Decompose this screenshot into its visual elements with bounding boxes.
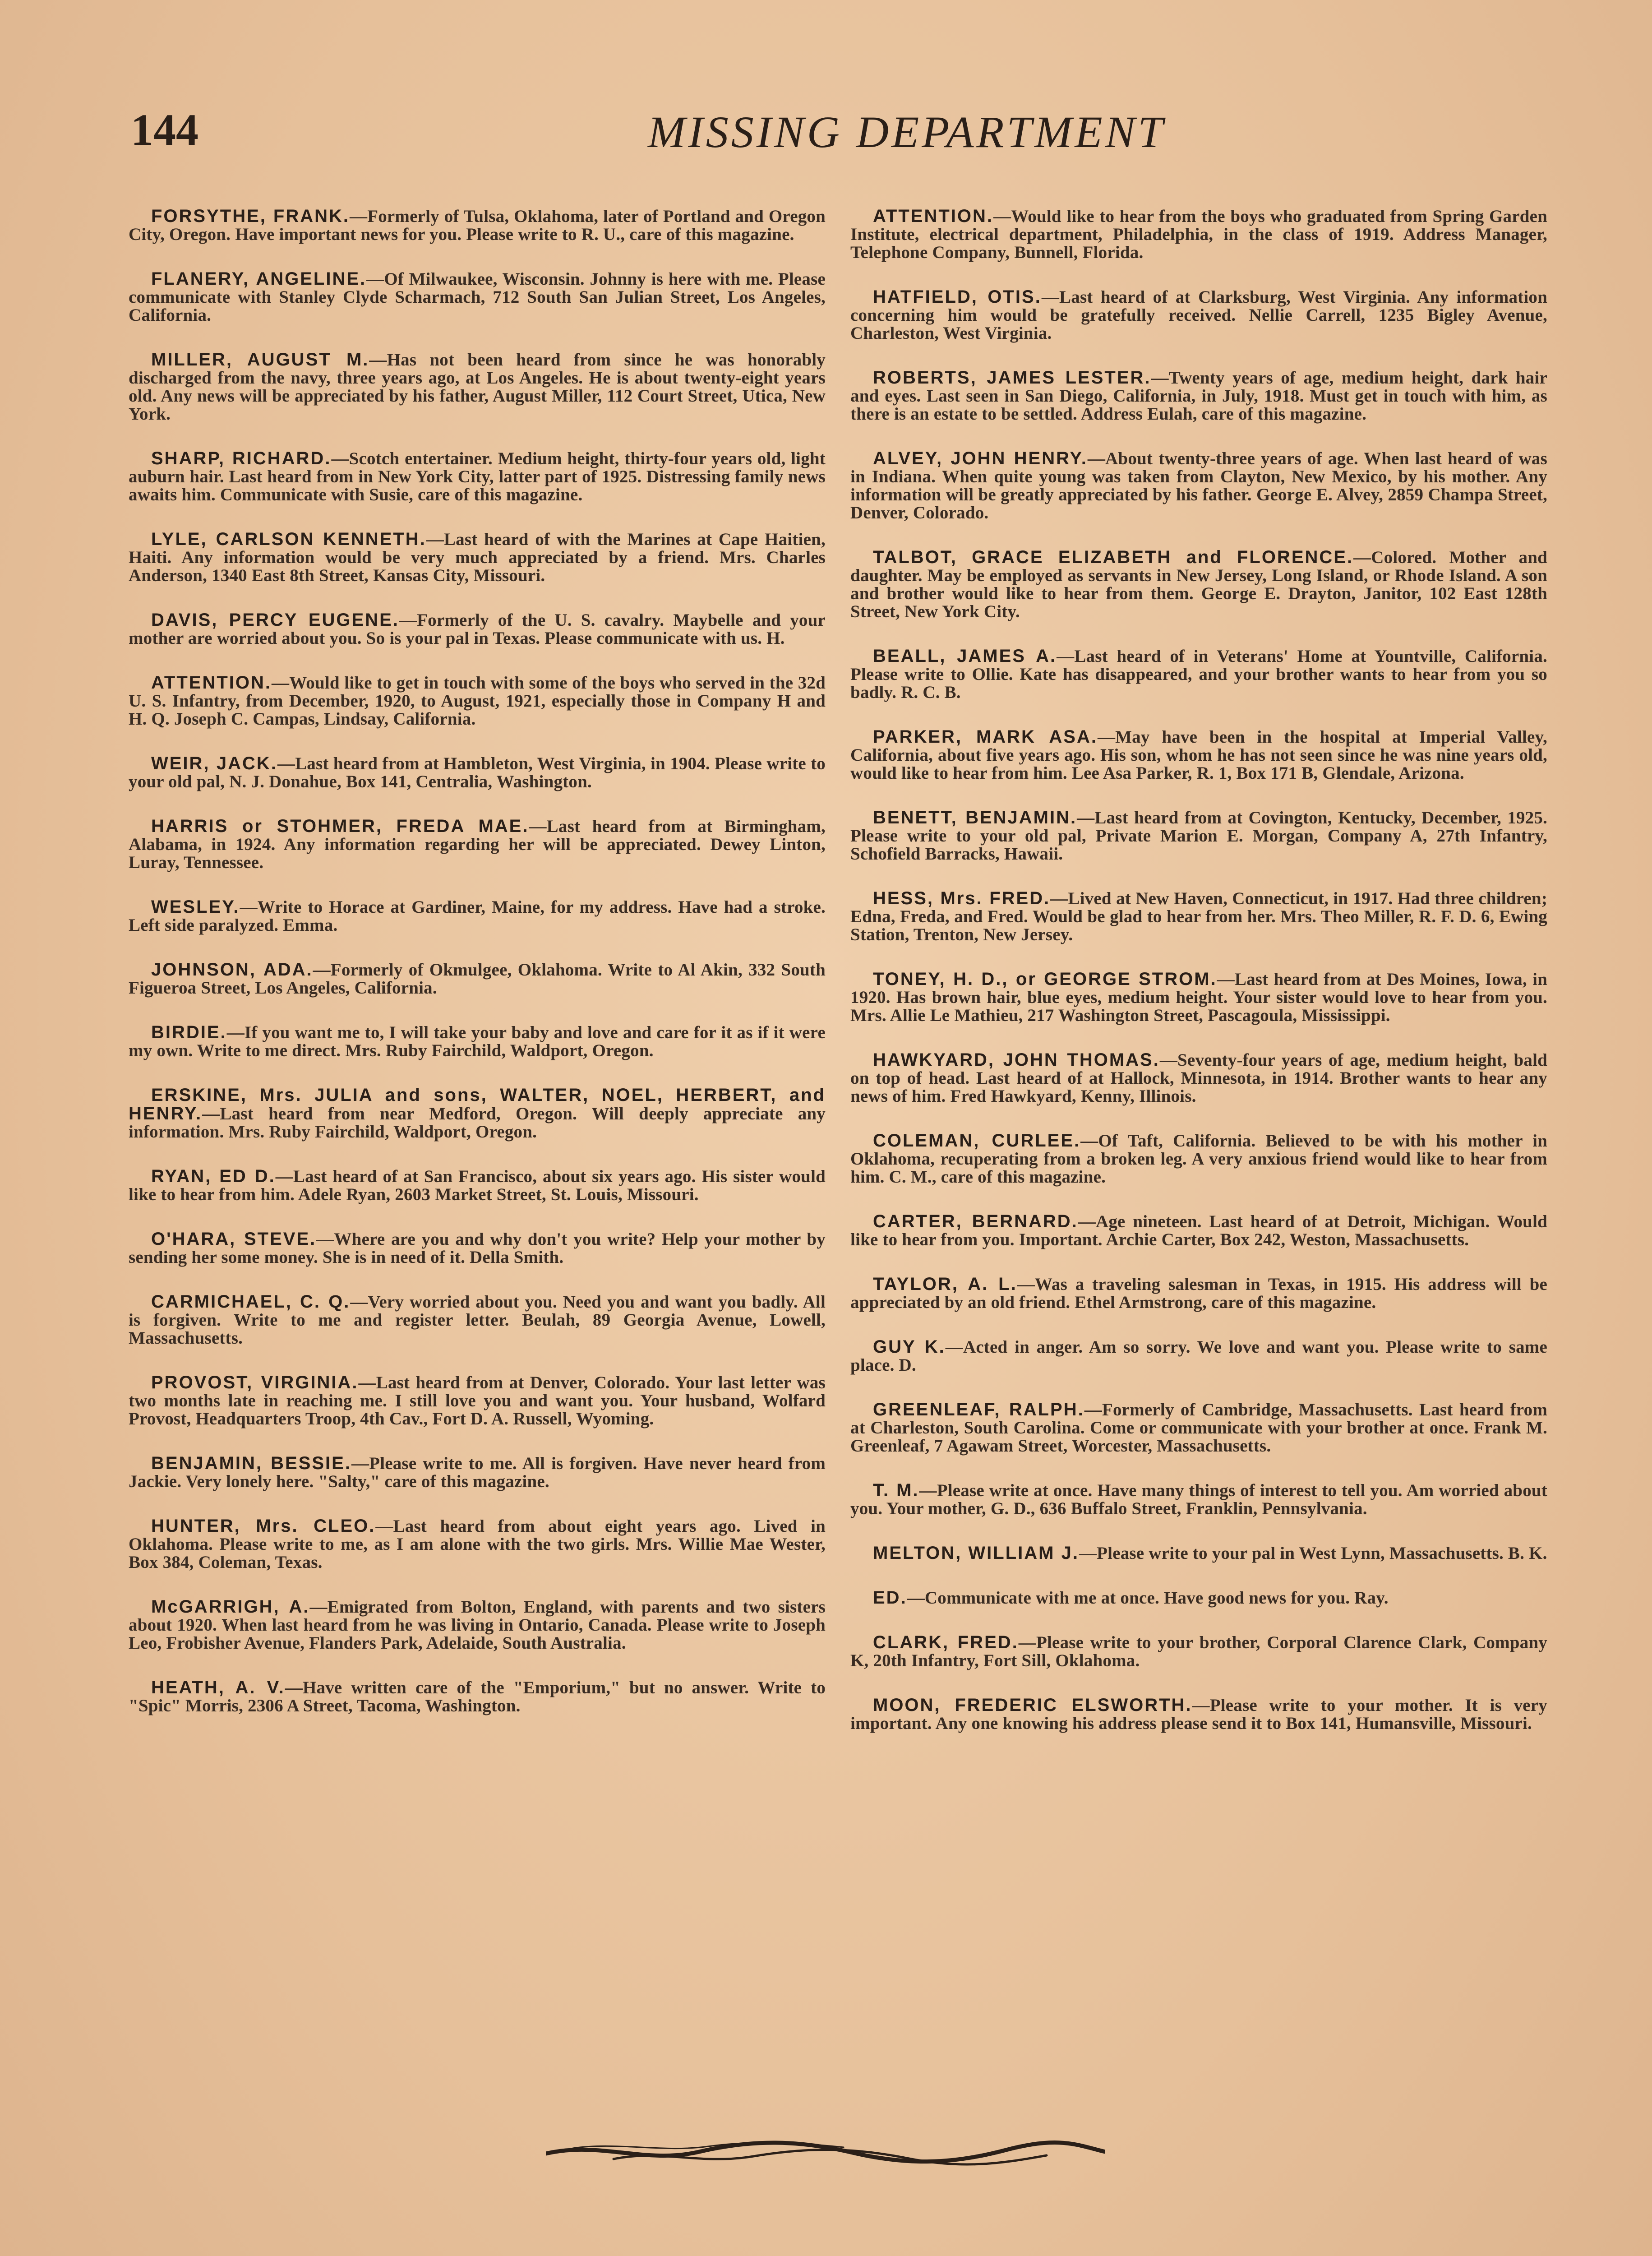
notice-name: CARTER, BERNARD.: [873, 1211, 1078, 1231]
left-column: [129, 190, 826, 1741]
notice-entry: [129, 1293, 826, 1347]
notice-entry: [850, 889, 1547, 944]
running-title: MISSING DEPARTMENT: [648, 107, 1166, 157]
notice-text: —Please write to me. All is forgiven. Have never heard from Jackie. Very lonely here. "Salty," care of this magazine.: [129, 1454, 826, 1491]
notice-text: —Formerly of the U. S. cavalry. Maybelle and your mother are worried about you. So is your pal in Texas. Please communicate with us. H.: [129, 610, 826, 648]
notice-text: —Of Milwaukee, Wisconsin. Johnny is here with me. Please communicate with Stanley Clyde Scharmach, 712 South San Julian Street, Los Angeles, California.: [129, 269, 826, 325]
notice-text: —Last heard from at Des Moines, Iowa, in 1920. Has brown hair, blue eyes, medium height. Your sister would love to hear from you. Mrs. Allie Le Mathieu, 217 Washington Street, Pascagoula, Mississippi.: [850, 970, 1548, 1025]
notice-text: —Was a traveling salesman in Texas, in 1915. His address will be appreciated by an old friend. Ethel Armstrong, care of this magazine.: [850, 1275, 1548, 1312]
notice-text: —May have been in the hospital at Imperial Valley, California, about five years ago. His son, whom he has not seen since he was nine years old, would like to hear from him. Lee Asa Parker, R. 1, Box 171 B, Glendale, Arizona.: [850, 727, 1547, 783]
notice-entry: [850, 1275, 1547, 1312]
notice-text: —Last heard from about eight years ago. Lived in Oklahoma. Please write to me, as I am alone with the two girls. Mrs. Willie Mae Wester, Box 384, Coleman, Texas.: [129, 1516, 826, 1572]
notice-entry: [850, 1212, 1547, 1249]
notice-text: —Formerly of Tulsa, Oklahoma, later of Portland and Oregon City, Oregon. Have important news for you. Please write to R. U., care of this magazine.: [129, 207, 826, 244]
notice-text: —Twenty years of age, medium height, dark hair and eyes. Last seen in San Diego, California, in July, 1918. Must get in touch with him, as there is an estate to be settled. Address Eulah, care of this magazine.: [850, 368, 1548, 424]
notice-text: —If you want me to, I will take your baby and love and care for it as if it were my own. Write to me direct. Mrs. Ruby Fairchild, Waldport, Oregon.: [129, 1023, 826, 1060]
notice-text: —Write to Horace at Gardiner, Maine, for my address. Have had a stroke. Left side paralyzed. Emma.: [129, 897, 826, 935]
notice-entry: [129, 1023, 826, 1060]
notice-name: GUY K.: [873, 1337, 946, 1357]
notice-name: BENETT, BENJAMIN.: [873, 808, 1077, 828]
notice-entry: [850, 809, 1547, 863]
notice-entry: [129, 1598, 826, 1652]
notice-entry: [850, 449, 1547, 522]
notice-entry: [129, 611, 826, 647]
notice-name: HATFIELD, OTIS.: [873, 287, 1042, 307]
notice-name: MOON, FREDERIC ELSWORTH.: [873, 1695, 1192, 1715]
notice-name: T. M.: [873, 1480, 919, 1500]
notice-name: PROVOST, VIRGINIA.: [151, 1373, 359, 1392]
notice-name: ROBERTS, JAMES LESTER.: [873, 368, 1151, 388]
notice-entry: [850, 1051, 1547, 1105]
notice-name: LYLE, CARLSON KENNETH.: [151, 529, 426, 549]
notice-entry: [850, 1481, 1547, 1518]
notice-entry: [850, 1132, 1547, 1186]
notice-text: —Please write to your pal in West Lynn, Massachusetts. B. K.: [1079, 1544, 1547, 1563]
notice-name: BENJAMIN, BESSIE.: [151, 1453, 351, 1473]
notice-name: DAVIS, PERCY EUGENE.: [151, 610, 399, 630]
notice-name: BIRDIE.: [151, 1022, 227, 1042]
notice-name: ALVEY, JOHN HENRY.: [873, 448, 1088, 468]
notice-text: —Last heard of at Clarksburg, West Virginia. Any information concerning him would be gratefully received. Nellie Carrell, 1235 Bigley Avenue, Charleston, West Virginia.: [850, 287, 1547, 343]
notice-entry: [129, 961, 826, 997]
notice-name: FORSYTHE, FRANK.: [151, 206, 350, 226]
notice-text: —Formerly of Cambridge, Massachusetts. Last heard from at Charleston, South Carolina. Come or communicate with your brother at once. Frank M. Greenleaf, 7 Agawam Street, Worcester, Massachusetts.: [850, 1400, 1548, 1456]
notice-entry: [129, 674, 826, 728]
notice-entry: [129, 754, 826, 791]
notice-name: WEIR, JACK.: [151, 754, 277, 773]
notice-name: TALBOT, GRACE ELIZABETH and FLORENCE.: [873, 547, 1354, 567]
notice-entry: [850, 1633, 1547, 1670]
notice-entry: [850, 1696, 1547, 1733]
notice-entry: [850, 728, 1547, 782]
notice-text: —Last heard from near Medford, Oregon. Will deeply appreciate any information. Mrs. Ruby Fairchild, Waldport, Oregon.: [129, 1104, 826, 1142]
notice-text: —Colored. Mother and daughter. May be employed as servants in New Jersey, Long Island, or Rhode Island. A son and brother would like to hear from them. George E. Drayton, Janitor, 102 East 128th Street, New York City.: [850, 548, 1547, 621]
notice-name: O'HARA, STEVE.: [151, 1229, 317, 1249]
notice-text: —Would like to get in touch with some of the boys who served in the 32d U. S. Infantry, from December, 1920, to August, 1921, especially those in Company H and H. Q. Joseph C. Campas, Lindsay, California.: [129, 673, 826, 729]
notice-name: HAWKYARD, JOHN THOMAS.: [873, 1050, 1160, 1070]
notice-text: —Please write at once. Have many things of interest to tell you. Am worried about you. Your mother, G. D., 636 Buffalo Street, Franklin, Pennsylvania.: [850, 1481, 1547, 1518]
notice-entry: [129, 1373, 826, 1428]
notice-entry: [850, 1338, 1547, 1374]
notice-name: HARRIS or STOHMER, FREDA MAE.: [151, 816, 529, 836]
notice-name: ATTENTION.: [151, 673, 272, 693]
notice-name: JOHNSON, ADA.: [151, 960, 313, 980]
notice-text: —Very worried about you. Need you and want you badly. All is forgiven. Write to me and register letter. Beulah, 89 Georgia Avenue, Lowell, Massachusetts.: [129, 1292, 826, 1348]
notice-name: HESS, Mrs. FRED.: [873, 888, 1051, 908]
notice-text: —Last heard from at Denver, Colorado. Your last letter was two months late in reaching me. I still love you and want you. Your husband, Wolfard Provost, Headquarters Troop, 4th Cav., Fort D. A. Russell, Wyoming.: [129, 1373, 826, 1428]
notice-entry: [129, 530, 826, 585]
notice-name: McGARRIGH, A.: [151, 1597, 310, 1617]
notice-name: ED.: [873, 1588, 907, 1608]
notice-text: —Scotch entertainer. Medium height, thirty-four years old, light auburn hair. Last heard from in New York City, latter part of 1925. Distressing family news awaits him. Communicate with Susie, care of this magazine.: [129, 449, 826, 504]
notice-name: TONEY, H. D., or GEORGE STROM.: [873, 969, 1217, 989]
notice-name: CLARK, FRED.: [873, 1632, 1019, 1652]
notice-text: —Last heard from at Hambleton, West Virginia, in 1904. Please write to your old pal, N. J. Donahue, Box 141, Centralia, Washington.: [129, 754, 826, 791]
notice-text: —Please write to your brother, Corporal Clarence Clark, Company K, 20th Infantry, Fort Sill, Oklahoma.: [850, 1633, 1547, 1670]
notice-name: PARKER, MARK ASA.: [873, 727, 1098, 747]
notice-name: COLEMAN, CURLEE.: [873, 1131, 1081, 1151]
notice-entry: [850, 207, 1547, 262]
notice-text: —Seventy-four years of age, medium height, bald on top of head. Last heard of at Hallock, Minnesota, in 1914. Brother wants to hear any news of him. Fred Hawkyard, Kenny, Illinois.: [850, 1050, 1547, 1106]
notice-text: —Would like to hear from the boys who graduated from Spring Garden Institute, electrical department, Philadelphia, in the class of 1919. Address Manager, Telephone Company, Bunnell, Florida.: [850, 207, 1547, 262]
page-number: 144: [131, 105, 198, 155]
notice-entry: [129, 1517, 826, 1572]
notice-entry: [850, 369, 1547, 423]
notice-entry: [129, 817, 826, 872]
notice-name: BEALL, JAMES A.: [873, 646, 1057, 666]
notice-text: —Last heard of with the Marines at Cape Haitien, Haiti. Any information would be very much appreciated by a friend. Mrs. Charles Anderson, 1340 East 8th Street, Kansas City, Missouri.: [129, 530, 826, 585]
notice-entry: [850, 1589, 1547, 1607]
notice-name: RYAN, ED D.: [151, 1166, 276, 1186]
notice-name: HUNTER, Mrs. CLEO.: [151, 1516, 376, 1536]
notice-name: TAYLOR, A. L.: [873, 1274, 1017, 1294]
notice-text: —Of Taft, California. Believed to be with his mother in Oklahoma, recuperating from a broken leg. A very anxious friend would like to hear from him. C. M., care of this magazine.: [850, 1131, 1548, 1187]
notice-entry: [129, 351, 826, 423]
notice-text: —Please write to your mother. It is very important. Any one knowing his address please send it to Box 141, Humansville, Missouri.: [850, 1696, 1547, 1733]
notice-name: WESLEY.: [151, 897, 240, 917]
notice-name: CARMICHAEL, C. Q.: [151, 1292, 351, 1312]
notice-entry: [129, 207, 826, 244]
notice-text: —Last heard of in Veterans' Home at Yountville, California. Please write to Ollie. Kate has disappeared, and your brother wants to hear from you so badly. R. C. B.: [850, 647, 1547, 702]
notice-text: —Has not been heard from since he was honorably discharged from the navy, three years ago, at Los Angeles. He is about twenty-eight years old. Any news will be appreciated by his father, August Miller, 112 Court Street, Utica, New York.: [129, 350, 826, 424]
notice-name: GREENLEAF, RALPH.: [873, 1400, 1084, 1419]
notice-entry: [129, 898, 826, 934]
notice-text: —Lived at New Haven, Connecticut, in 1917. Had three children; Edna, Freda, and Fred. Would be glad to hear from her. Mrs. Theo Miller, R. F. D. 6, Ewing Station, Trenton, New Jersey.: [850, 889, 1548, 944]
notice-text: —Last heard from at Covington, Kentucky, December, 1925. Please write to your old pal, Private Marion E. Morgan, Company A, 27th Infantry, Schofield Barracks, Hawaii.: [850, 808, 1547, 864]
notice-text: —Last heard from at Birmingham, Alabama, in 1924. Any information regarding her will be appreciated. Dewey Linton, Luray, Tennessee.: [129, 817, 826, 872]
notice-entry: [129, 1678, 826, 1715]
notice-text: —Have written care of the "Emporium," but no answer. Write to "Spic" Morris, 2306 A Street, Tacoma, Washington.: [129, 1678, 826, 1715]
notice-entry: [850, 647, 1547, 702]
notice-entry: [129, 270, 826, 324]
notice-name: ATTENTION.: [873, 206, 994, 226]
right-column: [850, 190, 1547, 1759]
notice-text: —Communicate with me at once. Have good news for you. Ray.: [907, 1588, 1389, 1608]
notice-entry: [850, 970, 1547, 1025]
notice-name: SHARP, RICHARD.: [151, 448, 332, 468]
notice-name: MILLER, AUGUST M.: [151, 350, 369, 370]
notice-entry: [850, 288, 1547, 342]
notice-text: —Acted in anger. Am so sorry. We love and want you. Please write to same place. D.: [850, 1337, 1547, 1375]
notice-entry: [129, 1230, 826, 1267]
notice-name: ERSKINE, Mrs. JULIA and sons, WALTER, NOEL, HERBERT, and HENRY.: [129, 1085, 826, 1123]
notice-name: MELTON, WILLIAM J.: [873, 1543, 1079, 1563]
notice-entry: [850, 1544, 1547, 1563]
notice-text: —About twenty-three years of age. When last heard of was in Indiana. When quite young was taken from Clayton, New Mexico, by his mother. Any information will be greatly appreciated by his father. George E. Alvey, 2859 Champa Street, Denver, Colorado.: [850, 449, 1547, 522]
notice-name: FLANERY, ANGELINE.: [151, 269, 367, 289]
notice-entry: [129, 449, 826, 504]
notice-text: —Last heard of at San Francisco, about six years ago. His sister would like to hear from him. Adele Ryan, 2603 Market Street, St. Louis, Missouri.: [129, 1167, 826, 1204]
wave-ornament: [546, 2136, 1105, 2168]
notice-entry: [129, 1167, 826, 1204]
notice-entry: [850, 1401, 1547, 1455]
notice-entry: [129, 1454, 826, 1491]
notice-entry: [129, 1086, 826, 1141]
notice-name: HEATH, A. V.: [151, 1678, 285, 1697]
notice-entry: [850, 548, 1547, 621]
notice-text: —Emigrated from Bolton, England, with parents and two sisters about 1920. When last heard from he was living in Ontario, Canada. Please write to Joseph Leo, Frobisher Avenue, Flanders Park, Adelaide, South Australia.: [129, 1597, 826, 1653]
notice-text: —Where are you and why don't you write? Help your mother by sending her some money. She is in need of it. Della Smith.: [129, 1230, 826, 1267]
notice-text: —Age nineteen. Last heard of at Detroit, Michigan. Would like to hear from you. Important. Archie Carter, Box 242, Weston, Massachusetts.: [850, 1212, 1547, 1249]
notice-text: —Formerly of Okmulgee, Oklahoma. Write to Al Akin, 332 South Figueroa Street, Los Angeles, California.: [129, 960, 826, 998]
page-header: [0, 90, 1652, 162]
